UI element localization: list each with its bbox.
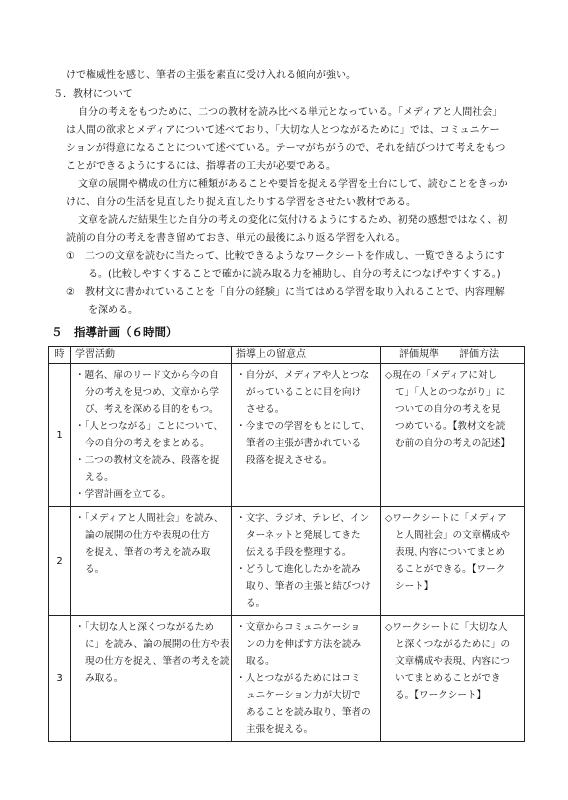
activity-line: ・二つの教材文を読み、段落を捉: [75, 455, 220, 466]
table-header-row: [49, 347, 525, 364]
notes-line: 筆者の主張が書かれている: [246, 438, 362, 449]
list-item-1: ① 二つの文章を読むに当たって、比較できるようなワークシートを作成し、一覧できるようにす: [66, 251, 505, 262]
body-line: けで権威性を感じ、筆者の主張を素直に受け入れる傾向が強い。: [66, 70, 356, 81]
notes-line: がっていることに目を向け: [246, 387, 362, 398]
activity-cell: [71, 364, 232, 507]
notes-cell: [232, 616, 381, 742]
evaluation-line: と人間社会」の文章構成や: [395, 530, 511, 541]
header-notes: 指導上の留意点: [232, 347, 381, 364]
evaluation-cell: [381, 616, 525, 742]
period-number: 2: [49, 507, 71, 616]
evaluation-cell: [381, 507, 525, 616]
evaluation-line: と深くつながるために」の: [395, 639, 511, 650]
activity-line: み取る。: [85, 673, 124, 684]
notes-line: ・文字、ラジオ、テレビ、イン: [236, 513, 370, 524]
header-period: 時: [49, 347, 71, 364]
body-line: 自分の考えをもつために、二つの教材を読み比べる単元となっている。「メディアと人間社会」: [78, 107, 503, 118]
evaluation-line: つめている。【教材文を読: [395, 421, 506, 432]
notes-line: ・どうして進化したかを読み: [236, 564, 361, 575]
activity-line: える。: [85, 472, 114, 483]
evaluation-line: 表現､内容についてまとめ: [395, 547, 506, 558]
list-item-1-cont: る。(比較しやすくすることで確かに読み取る力を補助し、自分の考えにつなげやすくする。): [88, 269, 501, 280]
list-item-2: ② 教材文に書かれていることを「自分の経験」に当てはめる学習を取り入れることで、内容理解: [66, 287, 505, 298]
activity-line: る。: [85, 564, 105, 575]
section-heading-plan: ５ 指導計画（６時間）: [51, 325, 178, 339]
body-line: 読前の自分の考えを書き留めておき、単元の最後にふり返る学習を入れる。: [66, 233, 406, 244]
activity-cell: [71, 507, 232, 616]
table-row: [49, 616, 525, 742]
activity-line: 論の展開の仕方や表現の仕方: [85, 530, 210, 541]
notes-line: 主張を捉える。: [246, 724, 314, 735]
evaluation-line: シート】: [395, 581, 434, 592]
body-line: は人間の欲求とメディアについて述べており、「大切な人とつながるために」では、コミュニケー: [66, 125, 500, 136]
evaluation-line: いてまとめることができ: [395, 673, 501, 684]
period-number: 3: [49, 616, 71, 742]
notes-cell: [232, 507, 381, 616]
period-number: 1: [49, 364, 71, 507]
list-item-2-cont: を深める。: [88, 305, 138, 316]
notes-line: 取り、筆者の主張と結びつけ: [246, 581, 371, 592]
evaluation-line: ることができる。【ワーク: [395, 564, 506, 575]
notes-line: 取る。: [246, 656, 275, 667]
evaluation-line: る。【ワークシート】: [395, 690, 487, 701]
notes-cell: [232, 364, 381, 507]
notes-line: ターネットと発展してきた: [246, 530, 361, 541]
activity-line: ・「人とつながる」ことについて、: [75, 421, 224, 432]
activity-line: ・「メディアと人間社会」を読み、: [75, 513, 224, 524]
notes-line: あることを読み取り、筆者の: [246, 707, 371, 718]
section-heading-materials: ５．教材について: [53, 89, 133, 100]
activity-line: 現の仕方を捉え、筆者の考えを読: [85, 656, 230, 667]
notes-line: 伝える手段を整理する。: [246, 547, 352, 558]
notes-line: 段落を捉えさせる。: [246, 455, 333, 466]
body-line: 文章を読んだ結果生じた自分の考えの変化に気付けるようにするため、初発の感想ではなく、初: [78, 215, 508, 226]
activity-line: ・「大切な人と深くつながるため: [75, 622, 215, 633]
lesson-plan-table: [48, 346, 525, 742]
header-activity: 学習活動: [71, 347, 232, 364]
notes-line: ・人とつながるためにはコミ: [236, 673, 361, 684]
activity-line: ・題名、扉のリード文から今の自: [75, 370, 219, 381]
evaluation-line: ◇ワークシートに「大切な人: [385, 622, 508, 633]
table-row: [49, 507, 525, 616]
body-line: ションが得意になることについて述べている。テーマがちがうので、それを結びつけて考えをもつ: [66, 143, 506, 154]
notes-line: ・今までの学習をもとにして、: [236, 421, 371, 432]
evaluation-line: 文章構成や表現、内容につ: [395, 656, 510, 667]
activity-line: ・学習計画を立てる。: [75, 489, 171, 500]
body-line: けに、自分の生活を見直したり捉え直したりする学習をさせたい教材である。: [66, 197, 416, 208]
notes-line: ュニケーション力が大切で: [246, 690, 361, 701]
body-line: ことができるようにするには、指導者の工夫が必要である。: [66, 161, 336, 172]
evaluation-line: む前の自分の考えの記述】: [395, 438, 511, 449]
notes-line: ・自分が、メディアや人とつな: [236, 370, 370, 381]
notes-line: ンの力を伸ばす方法を読み: [246, 639, 362, 650]
activity-cell: [71, 616, 232, 742]
activity-line: を捉え、筆者の考えを読み取: [85, 547, 211, 558]
activity-line: 今の自分の考えをまとめる。: [85, 438, 210, 449]
evaluation-line: ◇ワークシートに「メディア: [385, 513, 507, 524]
activity-line: 分の考えを見つめ、文章から学: [85, 387, 219, 398]
evaluation-line: て」「人とのつながり」に: [395, 387, 506, 398]
table-row: [49, 364, 525, 507]
activity-line: に」を読み、論の展開の仕方や表: [85, 639, 230, 650]
notes-line: ・文章からコミュニケーショ: [236, 622, 361, 633]
header-evaluation: 評価規準 評価方法: [381, 347, 525, 364]
notes-line: る。: [246, 598, 266, 609]
activity-line: び、考えを深める目的をもつ。: [85, 404, 219, 415]
notes-line: させる。: [246, 404, 285, 415]
body-line: 文章の展開や構成の仕方に種類があることや要旨を捉える学習を土台にして、読むことをきっか: [78, 179, 508, 190]
evaluation-line: ◇現在の「メディアに対し: [385, 370, 498, 381]
evaluation-cell: [381, 364, 525, 507]
evaluation-line: ついての自分の考えを見: [395, 404, 501, 415]
